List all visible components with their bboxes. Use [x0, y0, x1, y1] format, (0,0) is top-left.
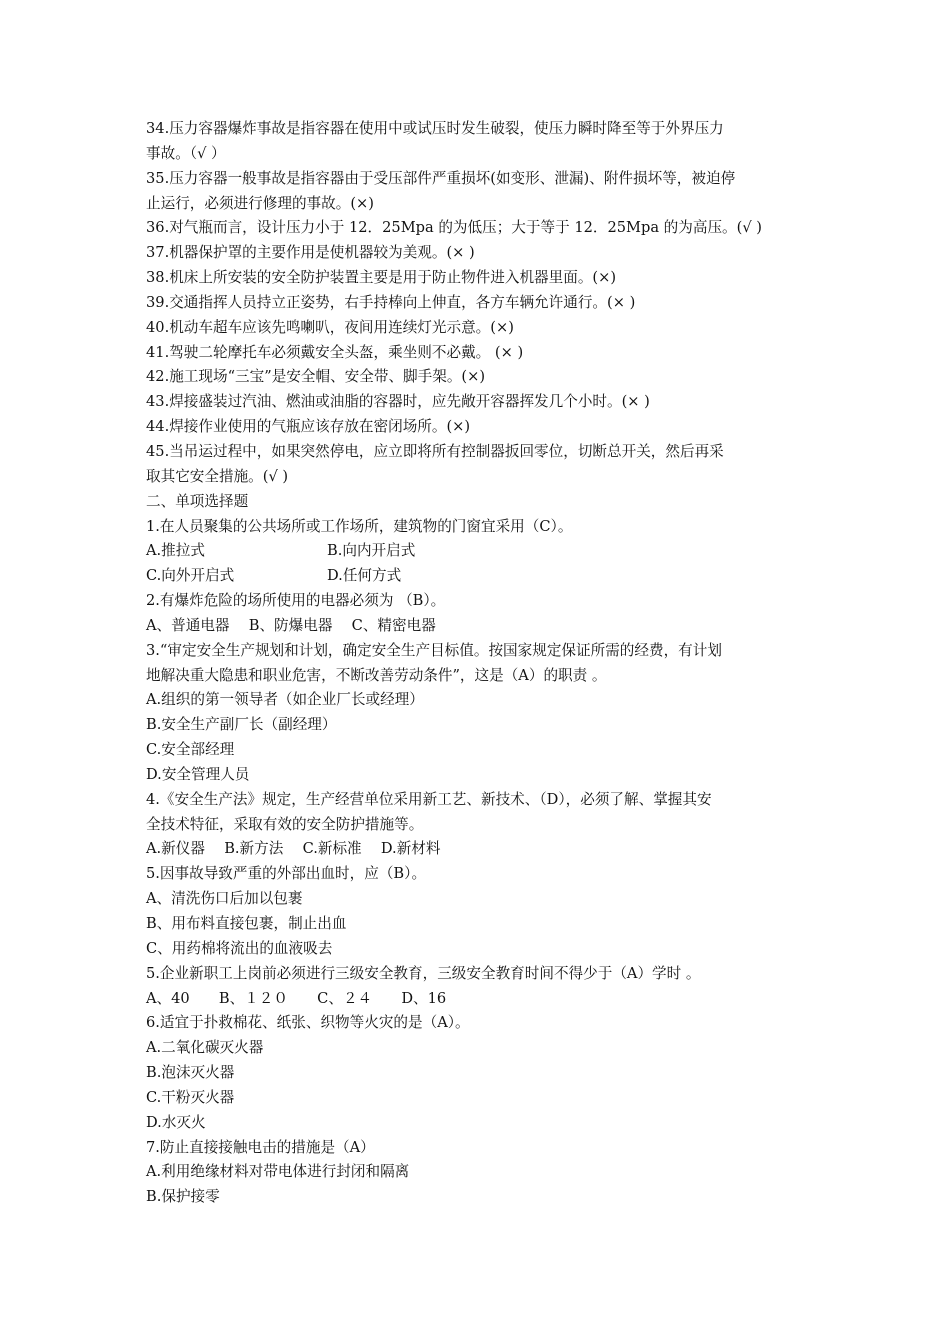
text-line: 止运行，必须进行修理的事故。(×) [146, 194, 374, 212]
question-text: 全技术特征，采取有效的安全防护措施等。 [146, 815, 424, 833]
text-line: 44.焊接作业使用的气瓶应该存放在密闭场所。(×) [146, 418, 471, 436]
text-line: 43.焊接盛装过汽油、燃油或油脂的容器时，应先敞开容器挥发几个小时。(× ) [146, 393, 650, 411]
option-line: B、用布料直接包裹，制止出血 [146, 915, 347, 932]
text-line: 事故。（√ ） [146, 144, 226, 162]
option-line: C.干粉灭火器 [146, 1088, 235, 1106]
text-line: 35.压力容器一般事故是指容器由于受压部件严重损坏(如变形、泄漏)、附件损坏等，被迫停 [146, 169, 736, 187]
option-line: B.保护接零 [146, 1188, 220, 1206]
option-line: C.安全部经理 [146, 741, 235, 759]
option-line: D.水灭火 [146, 1113, 206, 1131]
question-text: 1.在人员聚集的公共场所或工作场所，建筑物的门窗宜采用（C）。 [146, 517, 573, 535]
option-line: A.二氧化碳灭火器 [146, 1039, 264, 1057]
text-line: 37.机器保护罩的主要作用是使机器较为美观。(× ) [146, 244, 475, 262]
question-text: 4.《安全生产法》规定，生产经营单位采用新工艺、新技术、（D），必须了解、掌握其安 [146, 790, 712, 808]
option-line: C、用药棉将流出的血液吸去 [146, 939, 333, 957]
option-line: A.利用绝缘材料对带电体进行封闭和隔离 [146, 1163, 410, 1181]
option-line: A.新仪器 B.新方法 C.新标准 D.新材料 [146, 840, 441, 858]
option-row [146, 539, 810, 564]
option-line: A、清洗伤口后加以包裹 [146, 890, 303, 908]
option-a: A.推拉式 [146, 542, 205, 560]
option-line: D.安全管理人员 [146, 765, 250, 783]
question-text: 6.适宜于扑救棉花、纸张、织物等火灾的是（A）。 [146, 1014, 470, 1032]
option-row [146, 564, 810, 589]
question-text: 7.防止直接接触电击的措施是（A） [146, 1138, 375, 1156]
option-line: A、40 B、１２０ C、２４ D、16 [146, 989, 447, 1007]
question-text: 3.“审定安全生产规划和计划，确定安全生产目标值。按国家规定保证所需的经费，有计划 [146, 641, 722, 659]
question-text: 2.有爆炸危险的场所使用的电器必须为 （B）。 [146, 592, 446, 610]
text-line: 36.对气瓶而言，设计压力小于 12．25Mpa 的为低压；大于等于 12．25Mpa 的为高压。(√ ) [146, 219, 762, 237]
option-d: D.任何方式 [327, 567, 402, 585]
text-line: 40.机动车超车应该先鸣喇叭，夜间用连续灯光示意。(×) [146, 318, 514, 336]
section-heading: 二、单项选择题 [146, 492, 249, 510]
text-line: 39.交通指挥人员持立正姿势，右手持棒向上伸直，各方车辆允许通行。(× ) [146, 293, 636, 311]
text-line: 34.压力容器爆炸事故是指容器在使用中或试压时发生破裂，使压力瞬时降至等于外界压力 [146, 120, 724, 137]
option-line: A、普通电器 B、防爆电器 C、精密电器 [146, 616, 436, 634]
option-line: A.组织的第一领导者（如企业厂长或经理） [146, 691, 424, 709]
option-b: B.向内开启式 [327, 542, 416, 560]
question-text: 5.企业新职工上岗前必须进行三级安全教育，三级安全教育时间不得少于（A）学时 。 [146, 964, 701, 982]
text-line: 41.驾驶二轮摩托车必须戴安全头盔，乘坐则不必戴。 (× ) [146, 343, 524, 361]
option-c: C.向外开启式 [146, 567, 235, 585]
question-text: 地解决重大隐患和职业危害，不断改善劳动条件”，这是（A）的职责 。 [146, 666, 607, 684]
question-text: 5.因事故导致严重的外部出血时，应（B）。 [146, 865, 427, 883]
text-line: 42.施工现场“三宝”是安全帽、安全带、脚手架。(×) [146, 368, 486, 386]
option-line: B.泡沫灭火器 [146, 1064, 235, 1082]
document-body [146, 117, 810, 1210]
text-line: 45.当吊运过程中，如果突然停电，应立即将所有控制器扳回零位，切断总开关，然后再采 [146, 442, 724, 460]
text-line: 取其它安全措施。(√ ) [146, 467, 289, 485]
option-line: B.安全生产副厂长（副经理） [146, 716, 337, 734]
text-line: 38.机床上所安装的安全防护装置主要是用于防止物件进入机器里面。(×) [146, 269, 617, 287]
